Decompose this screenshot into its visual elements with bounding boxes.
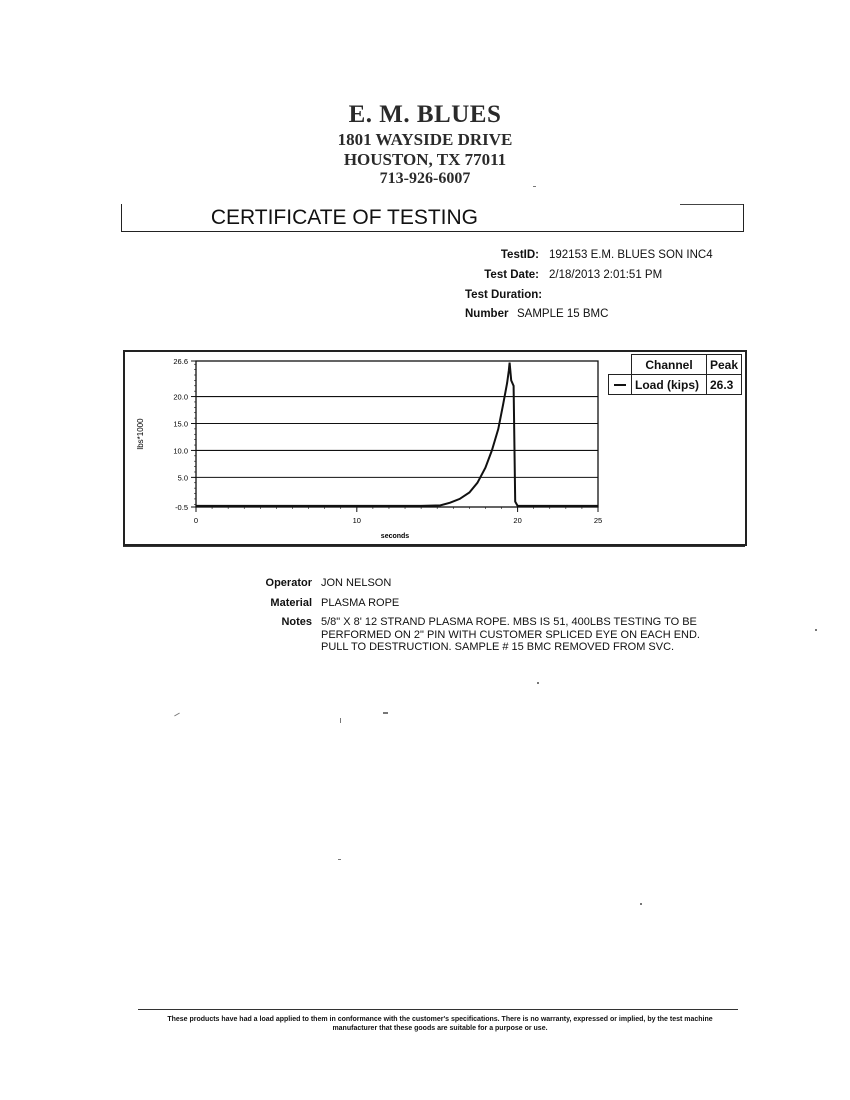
number-label: Number bbox=[465, 308, 509, 320]
y-tick-label: -0.5 bbox=[175, 503, 188, 512]
scan-speck bbox=[174, 713, 180, 717]
operator-value: JON NELSON bbox=[321, 577, 392, 589]
address-line-2: HOUSTON, TX 77011 bbox=[343, 150, 507, 169]
y-axis-label: lbs*1000 bbox=[136, 418, 145, 450]
test-duration-label: Test Duration: bbox=[465, 289, 543, 301]
legend-peak-header: Peak bbox=[707, 355, 742, 375]
y-tick-label: 15.0 bbox=[173, 419, 188, 429]
test-date-label: Test Date: bbox=[484, 269, 539, 281]
x-tick-label: 10 bbox=[352, 516, 361, 525]
number-value: SAMPLE 15 BMC bbox=[517, 308, 609, 320]
y-tick-label: 26.6 bbox=[173, 357, 188, 366]
x-axis-label: seconds bbox=[380, 533, 410, 540]
title-frame-top-rule bbox=[680, 204, 743, 205]
notes-label: Notes bbox=[281, 616, 312, 628]
certificate-title: CERTIFICATE OF TESTING bbox=[210, 206, 478, 229]
scan-speck bbox=[815, 629, 817, 631]
footer-rule bbox=[138, 1009, 738, 1010]
scan-speck bbox=[338, 859, 341, 860]
chart-legend bbox=[608, 354, 742, 395]
plot-area bbox=[196, 361, 598, 507]
company-name: E. M. BLUES bbox=[348, 101, 502, 128]
footer-disclaimer: These products have had a load applied to them in conformance with the customer's specifications. There is no warranty, expressed or implied, by the test machine manufacturer that these goods are suitable for a purpose or use. bbox=[167, 1016, 713, 1032]
material-value: PLASMA ROPE bbox=[321, 597, 400, 609]
y-tick-label: 10.0 bbox=[173, 446, 188, 456]
operator-label: Operator bbox=[265, 577, 312, 589]
chart-tick-labels bbox=[173, 357, 602, 525]
y-tick-label: 5.0 bbox=[177, 473, 188, 483]
scan-speck bbox=[383, 712, 388, 714]
phone-number: 713-926-6007 bbox=[379, 170, 471, 187]
x-tick-label: 20 bbox=[513, 516, 522, 525]
notes-value: 5/8" X 8' 12 STRAND PLASMA ROPE. MBS IS 51, 400LBS TESTING TO BE PERFORMED ON 2" PIN WITH CUSTOMER SPLICED EYE ON EACH END. PULL TO DESTRUCTION. SAMPLE # 15 BMC REMOVED FROM SVC. bbox=[321, 616, 700, 653]
scan-speck bbox=[533, 186, 536, 187]
x-tick-label: 0 bbox=[193, 516, 199, 525]
scan-speck bbox=[340, 718, 341, 723]
test-date-value: 2/18/2013 2:01:51 PM bbox=[549, 269, 663, 281]
legend-channel-header: Channel bbox=[632, 355, 707, 375]
test-id-label: TestID: bbox=[500, 249, 539, 261]
load-chart bbox=[125, 352, 605, 542]
test-id-value: 192153 E.M. BLUES SON INC4 bbox=[549, 249, 713, 261]
address-line-1: 1801 WAYSIDE DRIVE bbox=[337, 130, 513, 149]
y-tick-label: 20.0 bbox=[173, 392, 188, 402]
chart-bottom-rule bbox=[123, 546, 745, 547]
legend-series-peak: 26.3 bbox=[707, 375, 742, 395]
material-label: Material bbox=[270, 597, 312, 609]
x-tick-label: 25 bbox=[593, 516, 603, 525]
scan-speck bbox=[640, 903, 642, 905]
scan-speck bbox=[537, 682, 539, 684]
legend-line-swatch bbox=[609, 375, 632, 395]
legend-series-name: Load (kips) bbox=[632, 375, 707, 395]
chart-ticks bbox=[191, 361, 598, 512]
chart-grid bbox=[196, 361, 598, 507]
load-series-line bbox=[196, 363, 598, 506]
